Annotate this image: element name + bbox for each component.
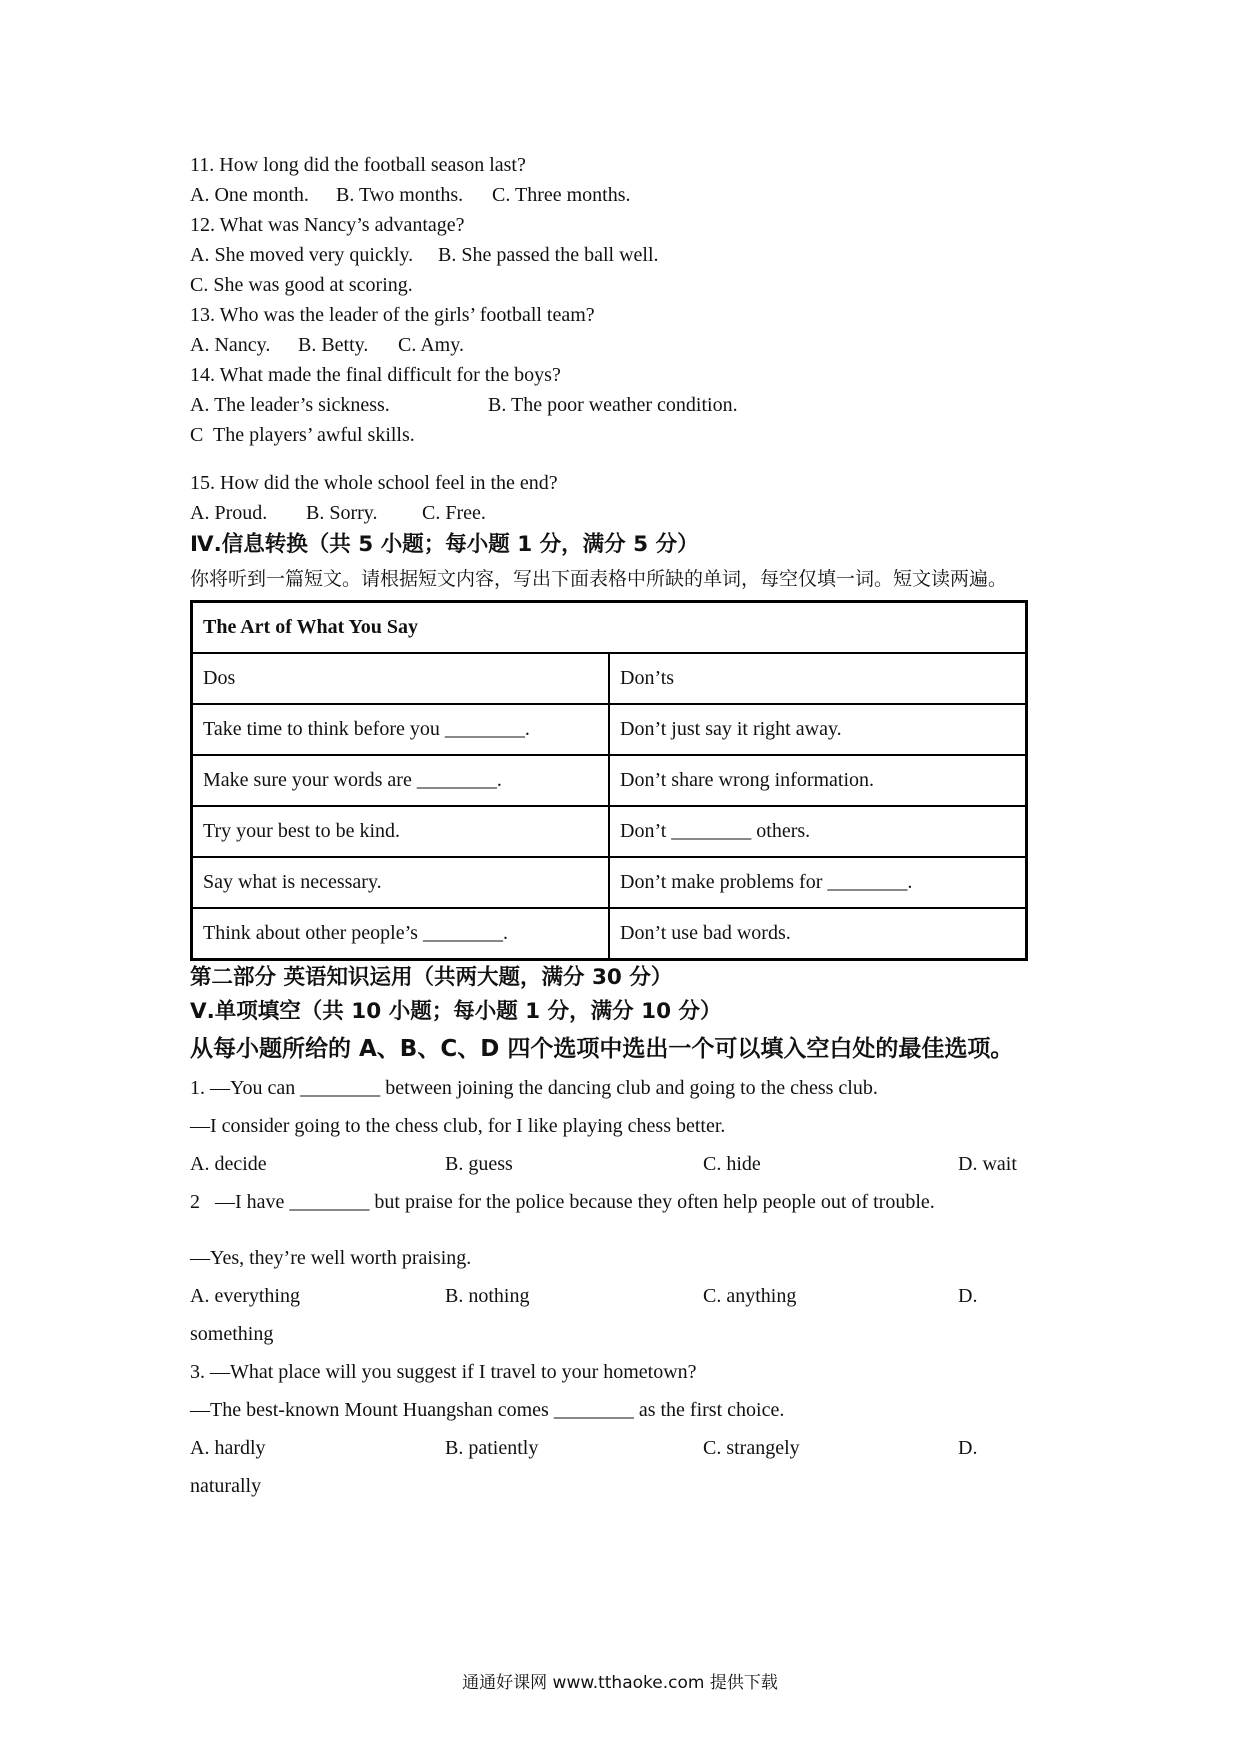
exercise-2-question: 2 —I have ________ but praise for the police because they often help people out of trouble. [190,1191,935,1213]
option-b: B. She passed the ball well. [438,244,659,266]
table-title-row [192,602,1027,654]
question-12: 12. What was Nancy’s advantage? [190,214,465,236]
option-b: B. guess [445,1153,513,1175]
exercise-2-options [190,1277,1050,1315]
exercise-1-options [190,1145,1050,1183]
section-5-heading: Ⅴ.单项填空（共 10 小题；每小题 1 分，满分 10 分） [190,999,722,1024]
option-b: B. patiently [445,1437,539,1459]
table-cell: Don’t just say it right away. [609,704,1027,755]
option-b: B. Two months. [336,184,464,206]
option-b: B. nothing [445,1285,530,1307]
option-a: A. She moved very quickly. [190,244,414,266]
question-13-options [190,330,1050,360]
option-a: A. Proud. [190,502,268,524]
part-2-heading: 第二部分 英语知识运用（共两大题，满分 30 分） [190,965,673,990]
table-cell: Don’t ________ others. [609,806,1027,857]
option-b: B. Sorry. [306,502,378,524]
question-11-options [190,180,1050,210]
exercise-3-response: —The best-known Mount Huangshan comes ________ as the first choice. [190,1399,785,1421]
section-4-instruction: 你将听到一篇短文。请根据短文内容，写出下面表格中所缺的单词，每空仅填一词。短文读两遍。 [190,568,1008,590]
question-11: 11. How long did the football season last? [190,154,526,176]
table-cell: Don’t make problems for ________. [609,857,1027,908]
table-cell: Say what is necessary. [192,857,610,908]
table-cell: Try your best to be kind. [192,806,610,857]
table-row [192,806,1027,857]
table-cell: Make sure your words are ________. [192,755,610,806]
option-a: A. decide [190,1153,267,1175]
table-cell: Think about other people’s ________. [192,908,610,960]
header-donts: Don’ts [609,653,1027,704]
question-15-options [190,498,1050,528]
section-4-heading: Ⅳ.信息转换（共 5 小题；每小题 1 分，满分 5 分） [190,532,699,557]
table-row [192,857,1027,908]
question-14-options [190,390,1050,420]
question-12-options [190,240,1050,270]
option-c: C. Amy. [398,334,464,356]
option-c: C. strangely [703,1437,800,1459]
table-row [192,908,1027,960]
table-row [192,704,1027,755]
exercise-3-question: 3. —What place will you suggest if I travel to your hometown? [190,1361,697,1383]
table-cell: Don’t share wrong information. [609,755,1027,806]
table-title: The Art of What You Say [192,602,1027,654]
table-header-row [192,653,1027,704]
option-d-wrap: naturally [190,1475,262,1497]
option-a: A. everything [190,1285,300,1307]
section-5-instruction: 从每小题所给的 A、B、C、D 四个选项中选出一个可以填入空白处的最佳选项。 [190,1036,1014,1062]
question-14: 14. What made the final difficult for the boys? [190,364,561,386]
info-table [190,600,1028,961]
option-d: D. [958,1285,978,1307]
exercise-3-options [190,1429,1050,1467]
header-dos: Dos [192,653,610,704]
page-footer: 通通好课网 www.tthaoke.com 提供下载 [462,1673,778,1693]
option-b: B. The poor weather condition. [488,394,738,416]
option-d-wrap: something [190,1323,274,1345]
exercise-2-response: —Yes, they’re well worth praising. [190,1247,472,1269]
option-c: C. Free. [422,502,486,524]
question-13: 13. Who was the leader of the girls’ football team? [190,304,595,326]
option-a: A. hardly [190,1437,266,1459]
option-b: B. Betty. [298,334,369,356]
exercise-1-question: 1. —You can ________ between joining the dancing club and going to the chess club. [190,1077,878,1099]
table-cell: Take time to think before you ________. [192,704,610,755]
exam-page [190,150,1050,1505]
exercise-1-response: —I consider going to the chess club, for I like playing chess better. [190,1115,726,1137]
option-c: C. hide [703,1153,761,1175]
question-15: 15. How did the whole school feel in the end? [190,472,558,494]
option-c: C. She was good at scoring. [190,274,413,296]
table-row [192,755,1027,806]
option-c: C. anything [703,1285,797,1307]
option-a: A. Nancy. [190,334,271,356]
option-a: A. One month. [190,184,309,206]
option-c: C The players’ awful skills. [190,424,415,446]
option-d: D. wait [958,1153,1017,1175]
option-a: A. The leader’s sickness. [190,394,390,416]
table-cell: Don’t use bad words. [609,908,1027,960]
option-d: D. [958,1437,978,1459]
option-c: C. Three months. [492,184,631,206]
